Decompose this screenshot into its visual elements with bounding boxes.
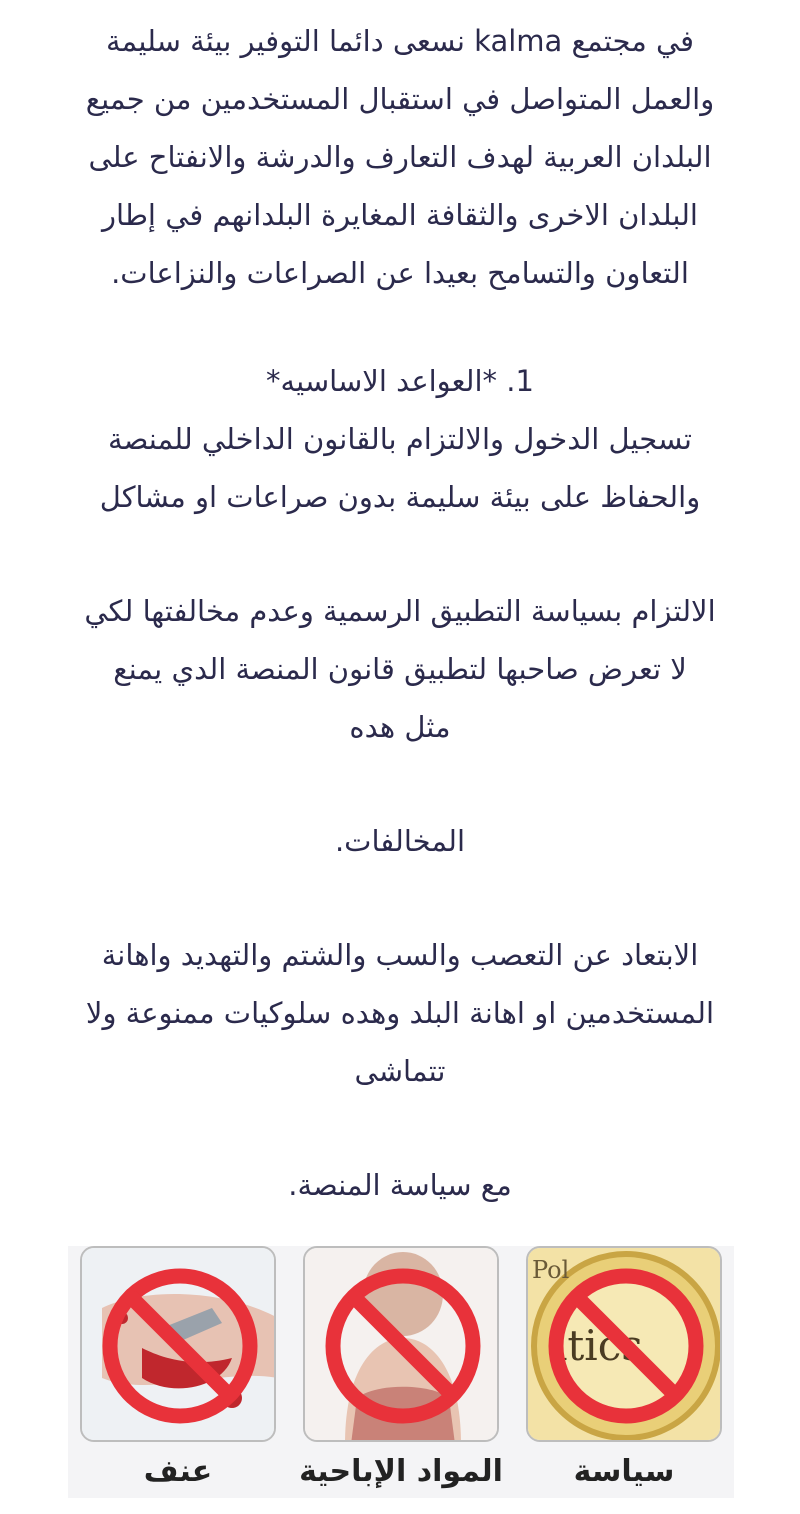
text-line: في مجتمع kalma نسعى دائما التوفير بيئة سليمة — [106, 24, 694, 58]
violence-prohibited-icon — [80, 1246, 276, 1442]
text-line: والحفاظ على بيئة سليمة بدون صراعات او مشاكل — [99, 480, 701, 514]
prohibited-label: المواد الإباحية — [299, 1454, 503, 1489]
text-line: المخالفات. — [334, 824, 466, 858]
prohibited-content-banner — [68, 1246, 734, 1498]
prohibited-item-adult — [301, 1246, 501, 1498]
text-line: التعاون والتسامح بعيدا عن الصراعات والنزاعات. — [111, 256, 689, 290]
text-line: البلدان الاخرى والثقافة المغايرة البلدانهم في إطار — [102, 198, 698, 232]
platform-policy-paragraph — [40, 1156, 760, 1214]
text-line: المستخدمين او اهانة البلد وهده سلوكيات ممنوعة ولا — [85, 996, 715, 1030]
text-line: لا تعرض صاحبها لتطبيق قانون المنصة الدي يمنع — [113, 652, 687, 686]
text-line: والعمل المتواصل في استقبال المستخدمين من جميع — [85, 82, 715, 116]
section-heading: 1. *العواعد الاساسيه* — [266, 364, 534, 398]
text-line: تسجيل الدخول والالتزام بالقانون الداخلي للمنصة — [108, 422, 692, 456]
text-line: الابتعاد عن التعصب والسب والشتم والتهديد واهانة — [101, 938, 699, 972]
text-line: مع سياسة المنصة. — [288, 1168, 512, 1202]
text-line: البلدان العربية لهدف التعارف والدرشة والانفتاح على — [88, 140, 712, 174]
prohibited-item-politics — [524, 1246, 724, 1498]
policy-paragraph — [40, 582, 760, 756]
violations-paragraph — [40, 812, 760, 870]
basic-rules-paragraph — [40, 352, 760, 526]
behavior-paragraph — [40, 926, 760, 1100]
prohibited-label: عنف — [143, 1454, 213, 1489]
prohibited-label: سياسة — [573, 1454, 675, 1489]
prohibited-item-violence — [78, 1246, 278, 1498]
svg-text:Pol: Pol — [532, 1256, 570, 1284]
text-line: الالتزام بسياسة التطبيق الرسمية وعدم مخالفتها لكي — [84, 594, 716, 628]
intro-paragraph — [40, 12, 760, 302]
text-line: تتماشى — [354, 1054, 446, 1088]
svg-text:itics: itics — [554, 1321, 643, 1370]
adult-content-prohibited-icon — [303, 1246, 499, 1442]
politics-prohibited-icon — [526, 1246, 722, 1442]
text-line: مثل هده — [349, 710, 451, 744]
